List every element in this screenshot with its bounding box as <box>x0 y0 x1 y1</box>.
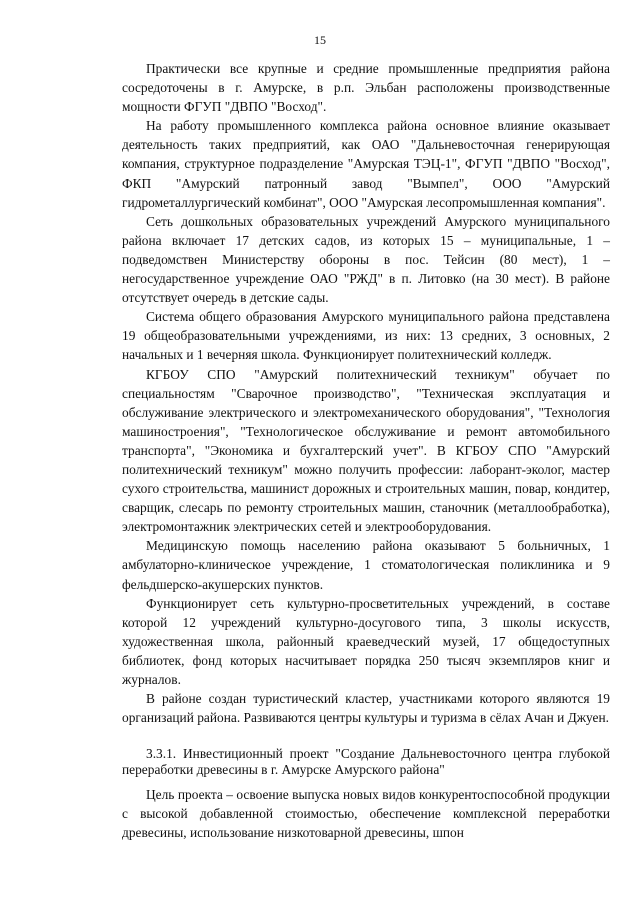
page-number: 15 <box>314 33 326 47</box>
paragraph-industry-overview: Практически все крупные и средние промышленные предприятия района сосредоточены в г. Амурске, в р.п. Эльбан расположены производственные мощности ФГУП "ДВПО "Восход". <box>122 61 610 115</box>
document-body <box>122 59 610 843</box>
paragraph-preschool-education: Сеть дошкольных образовательных учреждений Амурского муниципального района включает 17 детских садов, из которых 15 – муниципальные, 1 – подведомствен Министерству обороны в пос. Тейсин (80 мест), 1 – негосударственное учреждение ОАО "РЖД" в п. Литовко (на 30 мест). В районе отсутствует очередь в детские сады. <box>122 213 610 306</box>
section-heading: 3.3.1. Инвестиционный проект "Создание Дальневосточного центра глубокой переработки древесины в г. Амурске Амурского района" <box>122 746 610 778</box>
paragraph-healthcare: Медицинскую помощь населению района оказывают 5 больничных, 1 амбулаторно-клиническое учреждение, 1 стоматологическая поликлиника и 9 фельдшерско-акушерских пунктов. <box>122 538 610 592</box>
paragraph-polytechnic-college: КГБОУ СПО "Амурский политехнический техникум" обучает по специальностям "Сварочное производство", "Техническая эксплуатация и обслуживание электрического и электромеханического оборудования", "Технология машиностроения", "Технологическое обслуживание и ремонт автомобильного транспорта", "Экономика и бухгалтерский учет". В КГБОУ СПО "Амурский политехнический техникум" можно получить профессии: лаборант-эколог, мастер сухого строительства, машинист дорожных и строительных машин, повар, кондитер, сварщик, слесарь по ремонту строительных машин, станочник (металлообработка), электромонтажник электрических сетей и электрооборудования. <box>122 366 610 535</box>
paragraph-tourism: В районе создан туристический кластер, участниками которого являются 19 организаций района. Развиваются центры культуры и туризма в сёлах Ачан и Джуен. <box>122 691 610 726</box>
paragraph-industrial-enterprises: На работу промышленного комплекса района основное влияние оказывает деятельность таких предприятий, как ОАО "Дальневосточная генерирующая компания, структурное подразделение "Амурская ТЭЦ-1", ФГУП "ДВПО "Восход", ФКП "Амурский патронный завод "Вымпел", ООО "Амурский гидрометаллургический комбинат", ООО "Амурская лесопромышленная компания". <box>122 118 610 210</box>
paragraph-project-goal: Цель проекта – освоение выпуска новых видов конкурентоспособной продукции с высокой добавленной стоимостью, обеспечение комплексной переработки древесины, использование низкотоварной древесины, шпон <box>122 787 610 841</box>
paragraph-culture: Функционирует сеть культурно-просветительных учреждений, в составе которой 12 учреждений культурно-досугового типа, 3 школы искусств, художественная школа, районный краеведческий музей, 17 общедоступных библиотек, фонд которых насчитывает порядка 250 тысяч экземпляров книг и журналов. <box>122 595 610 687</box>
paragraph-general-education: Система общего образования Амурского муниципального района представлена 19 общеобразовательными учреждениями, из них: 13 средних, 3 основных, 2 начальных и 1 вечерняя школа. Функционирует политехнический колледж. <box>122 309 610 363</box>
